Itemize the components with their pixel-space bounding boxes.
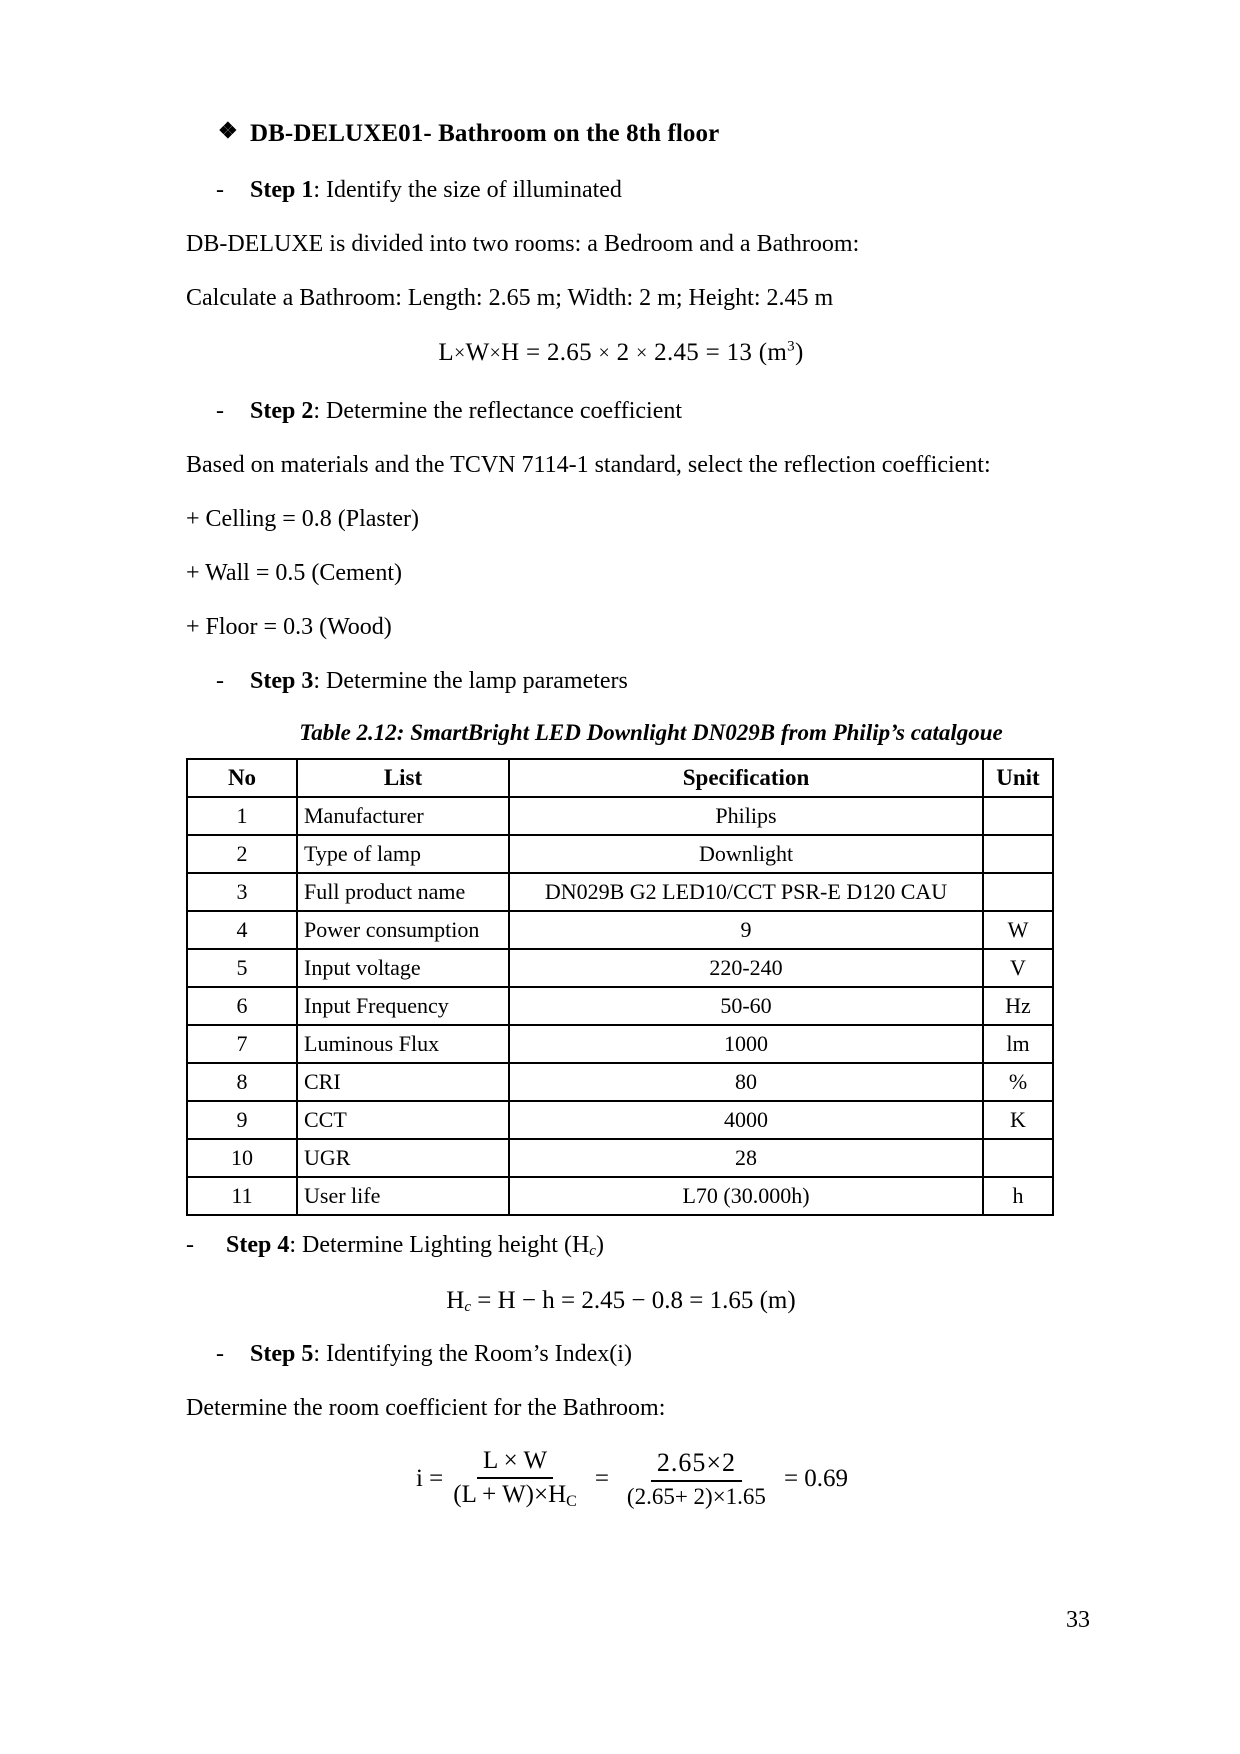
cell-unit: K — [983, 1101, 1053, 1139]
formula-room-index — [186, 1447, 1056, 1511]
cell-unit — [983, 873, 1053, 911]
cell-no: 1 — [187, 797, 297, 835]
step-3-text: : Determine the lamp parameters — [313, 667, 628, 694]
cell-spec: 28 — [509, 1139, 983, 1177]
table-row — [187, 987, 1053, 1025]
cell-unit: W — [983, 911, 1053, 949]
equals-sign-1: = — [594, 1465, 609, 1492]
cell-spec: 80 — [509, 1063, 983, 1101]
cell-no: 2 — [187, 835, 297, 873]
paragraph-wall: + Wall = 0.5 (Cement) — [186, 559, 402, 586]
page-content — [186, 118, 1056, 1511]
paragraph-room-coefficient: Determine the room coefficient for the Bathroom: — [186, 1395, 666, 1421]
diamond-bullet-icon: ❖ — [218, 118, 238, 143]
fraction-second-numerator: 2.65×2 — [651, 1448, 742, 1482]
step-2-text: : Determine the reflectance coefficient — [313, 397, 683, 424]
step-5-label: Step 5 — [250, 1341, 314, 1367]
dash-bullet-icon-2: - — [216, 397, 224, 424]
cell-unit — [983, 1139, 1053, 1177]
table-header-unit: Unit — [983, 759, 1053, 797]
dash-bullet-icon: - — [216, 177, 224, 204]
dash-bullet-icon-4: - — [186, 1231, 194, 1258]
cell-spec: 9 — [509, 911, 983, 949]
step-1-line — [186, 175, 1056, 205]
table-header-row — [187, 759, 1053, 797]
lamp-specification-table — [186, 758, 1054, 1216]
formula-height-hc: H — [446, 1286, 465, 1314]
table-header-no: No — [187, 759, 297, 797]
cell-spec: 50-60 — [509, 987, 983, 1025]
cell-list: User life — [297, 1177, 509, 1215]
cell-list: UGR — [297, 1139, 509, 1177]
fraction-first — [447, 1447, 583, 1511]
fraction-second-denominator: (2.65+ 2)×1.65 — [626, 1484, 766, 1509]
step-2-line — [186, 396, 1056, 426]
step-1-text: : Identify the size of illuminated — [313, 177, 622, 204]
formula-height-rest: = H − h = 2.45 − 0.8 = 1.65 (m) — [477, 1286, 796, 1314]
cell-unit: V — [983, 949, 1053, 987]
cell-list: Manufacturer — [297, 797, 509, 835]
cell-unit: % — [983, 1063, 1053, 1101]
table-row — [187, 873, 1053, 911]
multiply-sign-icon-3: × — [598, 342, 611, 365]
fraction-first-denominator-text: (L + W)×H — [453, 1481, 567, 1508]
cell-unit — [983, 797, 1053, 835]
cell-spec: 4000 — [509, 1101, 983, 1139]
cell-spec: Downlight — [509, 835, 983, 873]
formula-index-result: = 0.69 — [783, 1465, 849, 1492]
multiply-sign-icon-2: × — [489, 342, 502, 365]
cell-list: Type of lamp — [297, 835, 509, 873]
formula-volume-exponent: 3 — [787, 338, 795, 355]
step-4-label: Step 4 — [226, 1231, 290, 1258]
fraction-first-numerator: L × W — [477, 1447, 553, 1479]
table-row — [187, 1063, 1053, 1101]
paragraph-based-on: Based on materials and the TCVN 7114-1 standard, select the reflection coefficient: — [186, 451, 991, 478]
table-row — [187, 1025, 1053, 1063]
step-2-label: Step 2 — [250, 397, 314, 424]
formula-lighting-height — [186, 1285, 1056, 1318]
formula-volume — [186, 337, 1056, 370]
table-row — [187, 1101, 1053, 1139]
section-heading — [186, 118, 1056, 149]
formula-volume-l: L — [438, 339, 454, 367]
cell-spec: L70 (30.000h) — [509, 1177, 983, 1215]
dash-bullet-icon-5: - — [216, 1341, 224, 1367]
cell-spec: DN029B G2 LED10/CCT PSR-E D120 CAU — [509, 873, 983, 911]
table-row — [187, 835, 1053, 873]
cell-list: CCT — [297, 1101, 509, 1139]
step-4-subscript: c — [589, 1242, 596, 1259]
step-5-line — [186, 1339, 1056, 1369]
cell-unit: h — [983, 1177, 1053, 1215]
step-4-text: : Determine Lighting height (H — [289, 1231, 590, 1258]
cell-spec: 220-240 — [509, 949, 983, 987]
fraction-first-denominator — [447, 1479, 583, 1511]
page-number: 33 — [1066, 1607, 1090, 1633]
table-header-specification: Specification — [509, 759, 983, 797]
cell-no: 10 — [187, 1139, 297, 1177]
cell-list: Luminous Flux — [297, 1025, 509, 1063]
formula-volume-w: W — [465, 339, 490, 367]
table-row — [187, 1139, 1053, 1177]
step-3-label: Step 3 — [250, 667, 314, 694]
table-row — [187, 797, 1053, 835]
cell-list: Input voltage — [297, 949, 509, 987]
paragraph-calculate: Calculate a Bathroom: Length: 2.65 m; Width: 2 m; Height: 2.45 m — [186, 285, 834, 312]
step-5-text: : Identifying the Room’s Index(i) — [313, 1341, 632, 1367]
table-row — [187, 1177, 1053, 1215]
cell-spec: 1000 — [509, 1025, 983, 1063]
cell-unit: Hz — [983, 987, 1053, 1025]
formula-index-lead: i = — [415, 1465, 444, 1492]
cell-no: 4 — [187, 911, 297, 949]
paragraph-ceiling: + Celling = 0.8 (Plaster) — [186, 505, 420, 532]
cell-list: Power consumption — [297, 911, 509, 949]
step-4-line — [186, 1230, 1056, 1261]
formula-height-subscript: c — [464, 1298, 472, 1315]
dash-bullet-icon-3: - — [216, 667, 224, 694]
cell-no: 9 — [187, 1101, 297, 1139]
step-3-line — [186, 666, 1056, 696]
fraction-second — [621, 1448, 772, 1510]
section-heading-text: DB-DELUXE01- Bathroom on the 8th floor — [250, 120, 720, 147]
cell-no: 11 — [187, 1177, 297, 1215]
table-caption: Table 2.12: SmartBright LED Downlight DN029B from Philip’s catalgoue — [299, 719, 1003, 745]
cell-list: Full product name — [297, 873, 509, 911]
paragraph-divided: DB-DELUXE is divided into two rooms: a Bedroom and a Bathroom: — [186, 231, 860, 258]
multiply-sign-icon-4: × — [636, 342, 648, 365]
table-header-list: List — [297, 759, 509, 797]
cell-unit — [983, 835, 1053, 873]
formula-volume-value: 2.45 = 13 (m — [654, 339, 788, 367]
table-row — [187, 911, 1053, 949]
cell-no: 5 — [187, 949, 297, 987]
formula-volume-eq: = 2.65 — [526, 339, 592, 367]
formula-volume-h: H — [501, 339, 520, 367]
cell-no: 3 — [187, 873, 297, 911]
multiply-sign-icon: × — [453, 342, 466, 365]
cell-no: 6 — [187, 987, 297, 1025]
cell-spec: Philips — [509, 797, 983, 835]
step-4-text-end: ) — [595, 1231, 604, 1258]
step-1-label: Step 1 — [250, 177, 314, 204]
cell-unit: lm — [983, 1025, 1053, 1063]
cell-no: 7 — [187, 1025, 297, 1063]
formula-volume-two: 2 — [616, 339, 630, 367]
paragraph-floor: + Floor = 0.3 (Wood) — [186, 613, 392, 640]
cell-list: Input Frequency — [297, 987, 509, 1025]
fraction-first-denominator-subscript: C — [566, 1493, 577, 1510]
cell-no: 8 — [187, 1063, 297, 1101]
table-row — [187, 949, 1053, 987]
cell-list: CRI — [297, 1063, 509, 1101]
formula-volume-close: ) — [794, 339, 804, 367]
